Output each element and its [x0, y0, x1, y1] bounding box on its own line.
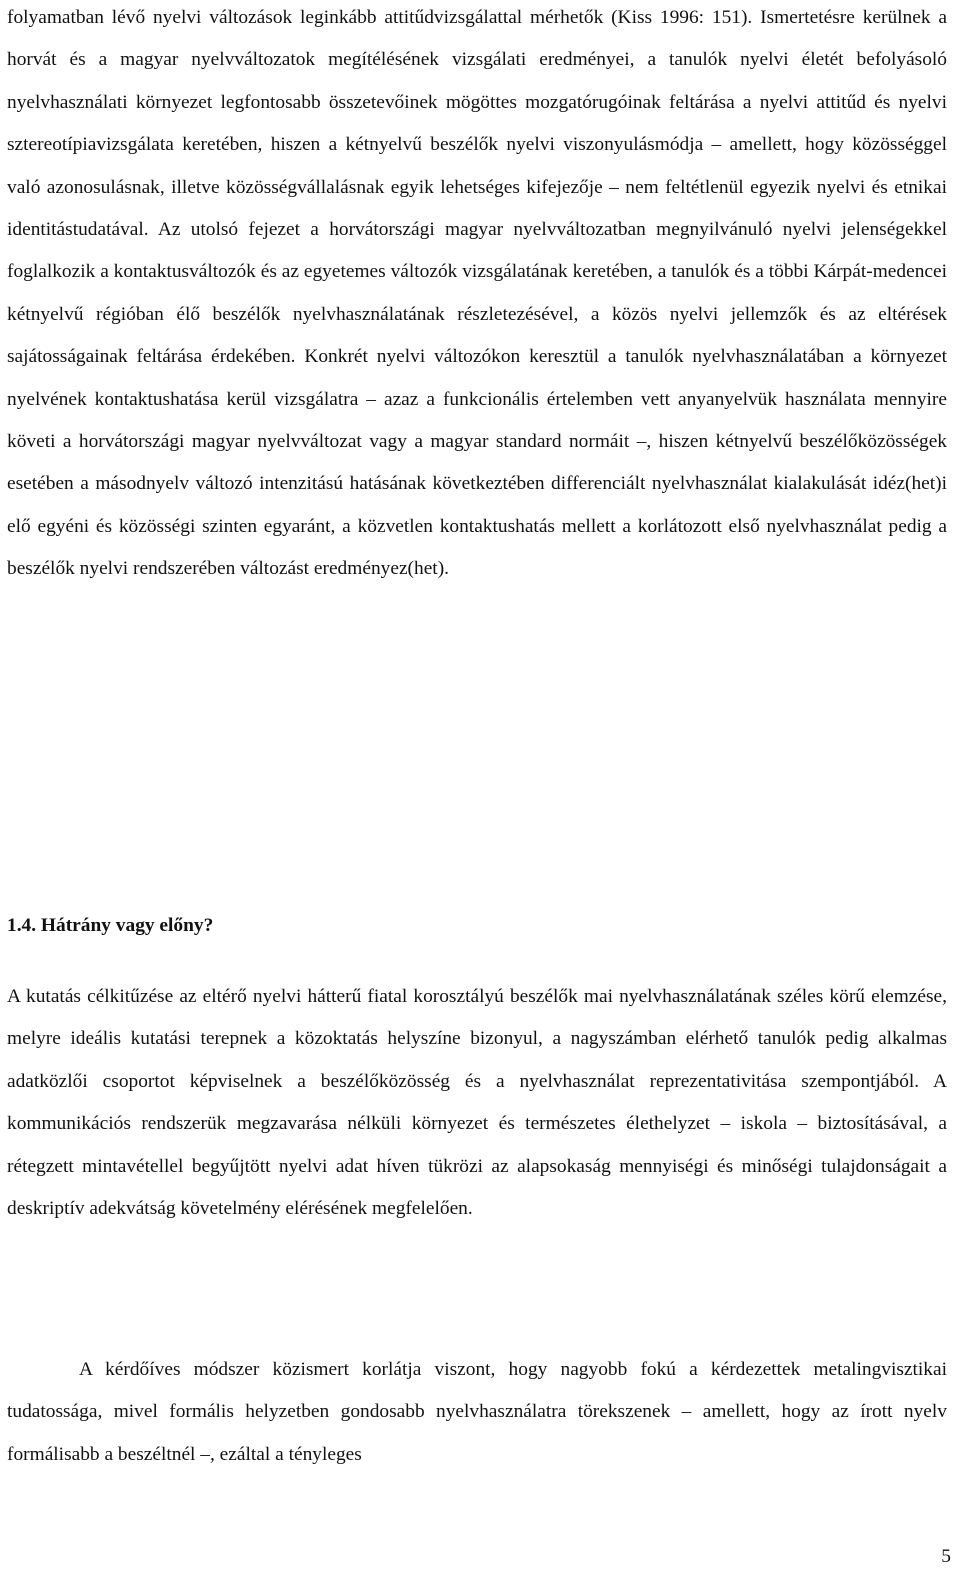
section-heading: 1.4. Hátrány vagy előny?: [7, 915, 214, 936]
body-paragraph-2: A kutatás célkitűzése az eltérő nyelvi hátterű fiatal korosztályú beszélők mai nyelvhasználatának széles körű elemzése, melyre ideális kutatási terepnek a közoktatás helyszíne bizonyul, a nagyszámban elérhető tanulók pedig alkalmas adatközlői csoportot képviselnek a beszélőközösség és a nyelvhasználat reprezentativitása szempontjából. A kommunikációs rendszerük megzavarása nélküli környezet és természetes élethelyzet – iskola – biztosításával, a rétegzett mintavétellel begyűjtött nyelvi adat híven tükrözi az alapsokaság mennyiségi és minőségi tulajdonságait a deskriptív adekvátság követelmény elérésének megfelelően.: [7, 986, 947, 1220]
body-paragraph-3: A kérdőíves módszer közismert korlátja viszont, hogy nagyobb fokú a kérdezettek metalingvisztikai tudatossága, mivel formális helyzetben gondosabb nyelvhasználatra törekszenek – amellett, hogy az írott nyelv formálisabb a beszéltnél –, ezáltal a tényleges: [7, 1359, 947, 1465]
body-paragraph-1: folyamatban lévő nyelvi változások leginkább attitűdvizsgálattal mérhetők (Kiss 1996: 151). Ismertetésre kerülnek a horvát és a magyar nyelvváltozatok megítélésének vizsgálati eredményei, a tanulók nyelvi életét befolyásoló nyelvhasználati környezet legfontosabb összetevőinek mögöttes mozgatórugóinak feltárása a nyelvi attitűd és nyelvi sztereotípiavizsgálata keretében, hiszen a kétnyelvű beszélők nyelvi viszonyulásmódja – amellett, hogy közösséggel való azonosulásnak, illetve közösségvállalásnak egyik lehetséges kifejezője – nem feltétlenül egyezik nyelvi és etnikai identitástudatával. Az utolsó fejezet a horvátországi magyar nyelvváltozatban megnyilvánuló nyelvi jelenségekkel foglalkozik a kontaktusváltozók és az egyetemes változók vizsgálatának keretében, a tanulók és a többi Kárpát-medencei kétnyelvű régióban élő beszélők nyelvhasználatának részletezésével, a közös nyelvi jellemzők és az eltérések sajátosságainak feltárása érdekében. Konkrét nyelvi változókon keresztül a tanulók nyelvhasználatában a környezet nyelvének kontaktushatása kerül vizsgálatra – azaz a funkcionális értelemben vett anyanyelvük használata mennyire követi a horvátországi magyar nyelvváltozat vagy a magyar standard normáit –, hiszen kétnyelvű beszélőközösségek esetében a másodnyelv változó intenzitású hatásának következtében differenciált nyelvhasználat kialakulását idéz(het)i elő egyéni és közösségi szinten egyaránt, a közvetlen kontaktushatás mellett a korlátozott első nyelvhasználat pedig a beszélők nyelvi rendszerében változást eredményez(het).: [7, 7, 947, 580]
page-number: 5: [941, 1546, 951, 1567]
